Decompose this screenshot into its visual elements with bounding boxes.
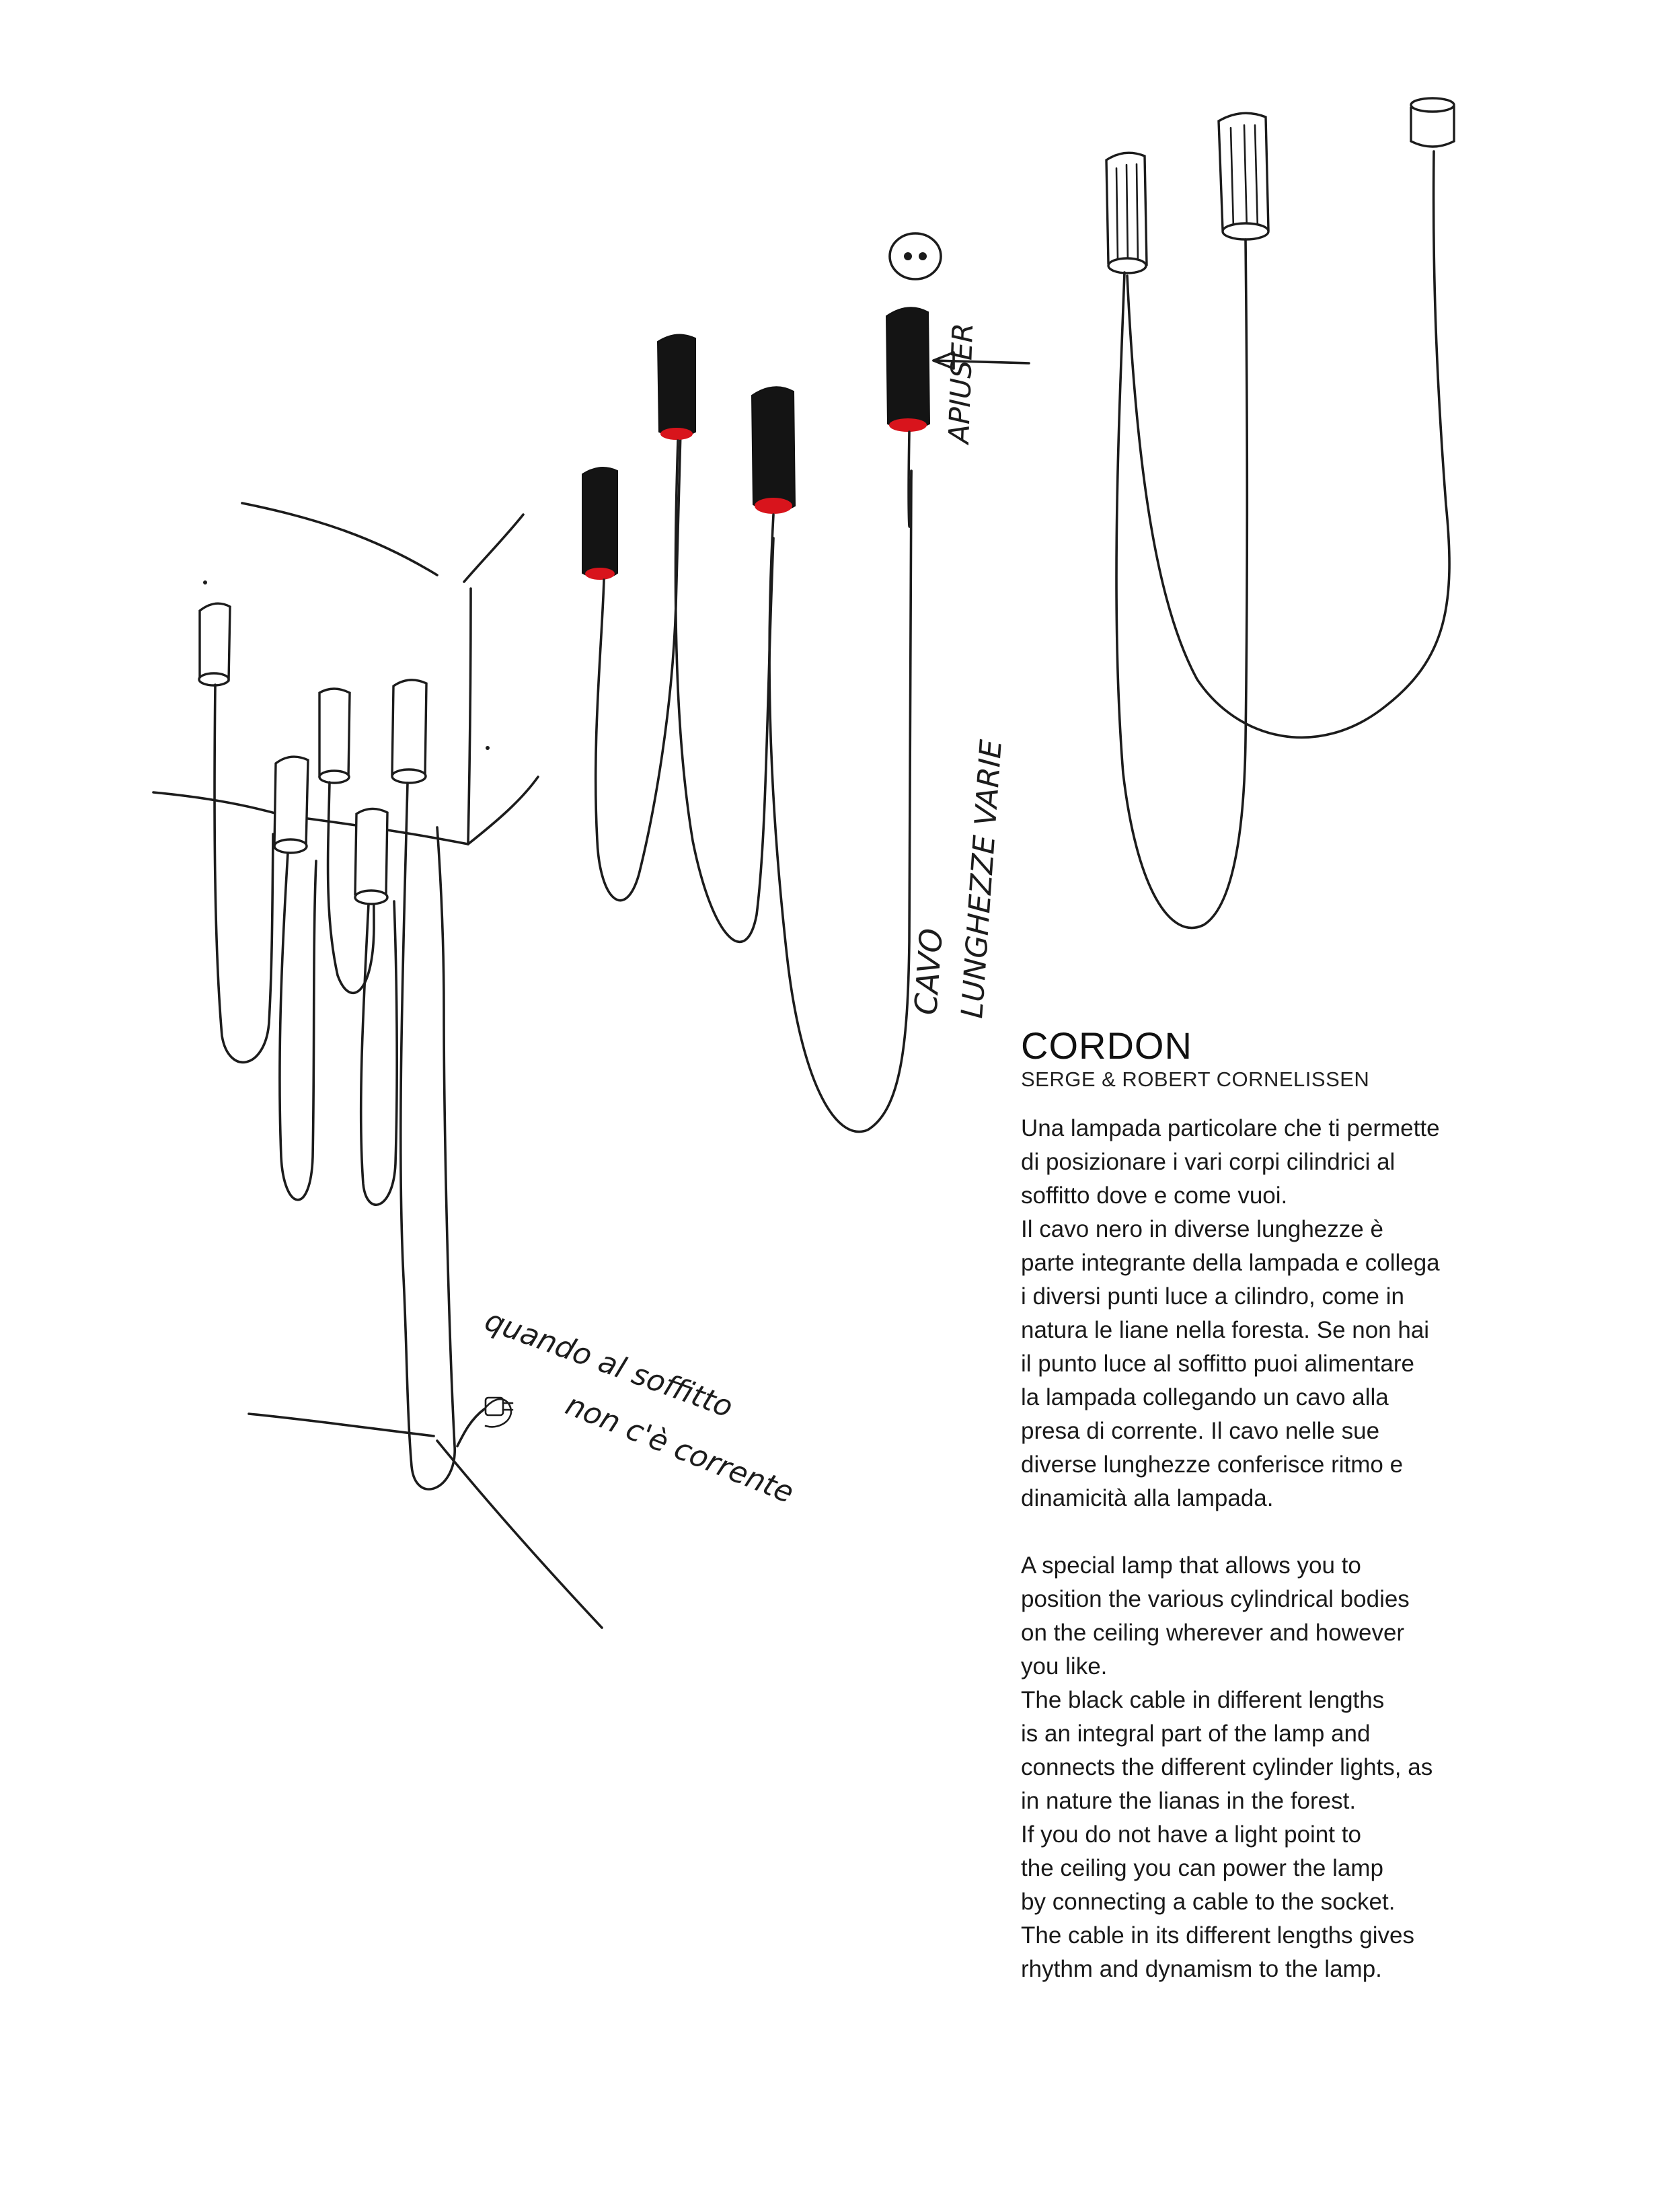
en-line: rhythm and dynamism to the lamp. xyxy=(1021,1956,1382,1982)
en-line: the ceiling you can power the lamp xyxy=(1021,1855,1383,1881)
product-title: CORDON xyxy=(1021,1024,1192,1067)
en-line: The cable in its different lengths gives xyxy=(1021,1922,1414,1949)
en-line: in nature the lianas in the forest. xyxy=(1021,1788,1357,1814)
it-line: natura le liane nella foresta. Se non hai xyxy=(1021,1317,1430,1343)
en-line: by connecting a cable to the socket. xyxy=(1021,1889,1396,1915)
note-cavo: CAVO xyxy=(907,927,950,1016)
en-line: The black cable in different lengths xyxy=(1021,1687,1385,1713)
it-line: i diversi punti luce a cilindro, come in xyxy=(1021,1283,1404,1310)
en-line: position the various cylindrical bodies xyxy=(1021,1586,1410,1612)
note-quando-1: quando al soffitto xyxy=(480,1303,738,1425)
description-italian xyxy=(1021,1112,1532,1515)
left-cylinders xyxy=(199,603,455,1489)
product-text-block xyxy=(1021,1026,1532,1986)
en-line: on the ceiling wherever and however xyxy=(1021,1620,1405,1646)
it-line: dinamicità alla lampada. xyxy=(1021,1485,1274,1511)
en-line: A special lamp that allows you to xyxy=(1021,1552,1361,1579)
it-line: la lampada collegando un cavo alla xyxy=(1021,1384,1389,1410)
plug-icon xyxy=(457,1398,512,1446)
handwritten-notes xyxy=(480,322,1009,1510)
it-line: di posizionare i vari corpi cilindrici al xyxy=(1021,1149,1396,1175)
it-line: Il cavo nero in diverse lunghezze è xyxy=(1021,1216,1383,1242)
product-designer: SERGE & ROBERT CORNELISSEN xyxy=(1021,1067,1370,1091)
en-line: is an integral part of the lamp and xyxy=(1021,1721,1371,1747)
right-cylinders xyxy=(1106,98,1454,928)
en-line: connects the different cylinder lights, as xyxy=(1021,1754,1433,1780)
description-english xyxy=(1021,1549,1532,1986)
it-line: il punto luce al soffitto puoi alimentare xyxy=(1021,1351,1414,1377)
it-line: diverse lunghezze conferisce ritmo e xyxy=(1021,1451,1404,1478)
it-line: soffitto dove e come vuoi. xyxy=(1021,1182,1288,1209)
en-line: If you do not have a light point to xyxy=(1021,1821,1361,1848)
it-line: Una lampada particolare che ti permette xyxy=(1021,1115,1440,1141)
note-lunghezze: LUNGHEZZE VARIE xyxy=(955,738,1009,1020)
it-line: presa di corrente. Il cavo nelle sue xyxy=(1021,1418,1380,1444)
note-apiuser: APIUSER xyxy=(942,322,980,445)
it-line: parte integrante della lampada e collega xyxy=(1021,1250,1440,1276)
note-quando-2: non c'è corrente xyxy=(560,1387,799,1511)
en-line: you like. xyxy=(1021,1653,1108,1680)
